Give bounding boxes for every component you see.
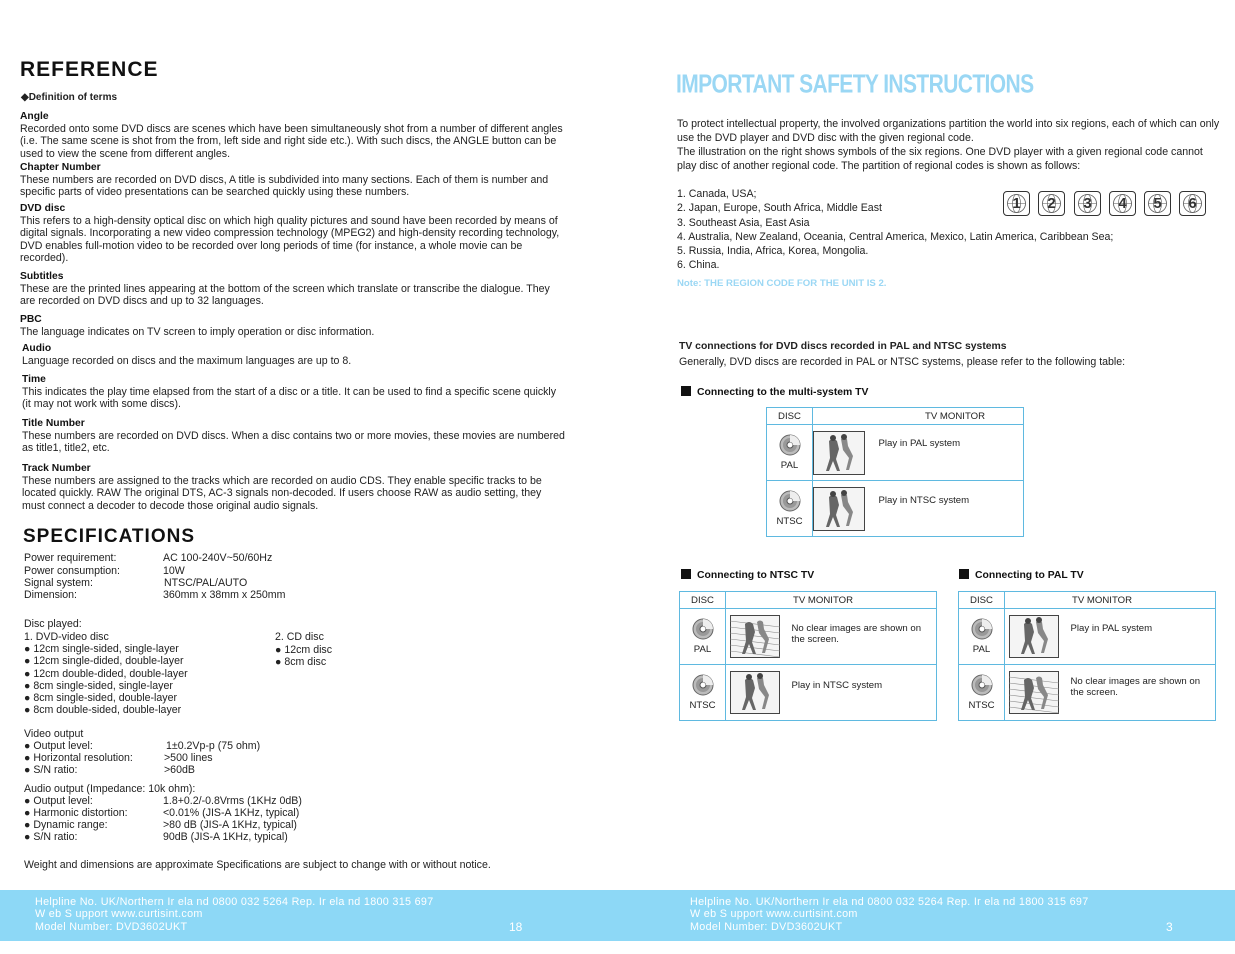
term-text: This refers to a high-density optical disc on which high quality pictures and sound have been recorded by means of digital signals. Incorporating a new video compression technology (MPEG2) and high-density recording technology, DVD enables full-motion video to be recorded over long periods of time (for instance, a whole movie can be recorded). [20, 215, 560, 264]
disc-cell [680, 665, 726, 721]
multi-system-heading: Connecting to the multi-system TV [681, 386, 868, 398]
term-time [22, 374, 567, 411]
col-disc-header: DISC [959, 592, 1005, 609]
bullet-square-icon [681, 386, 691, 396]
ntsc-tv-heading: Connecting to NTSC TV [681, 569, 814, 581]
term-text: These numbers are recorded on DVD discs, A title is subdivided into many sections. Each of them is number and specific parts of video presentations can be searched quickly using these numbers. [20, 174, 549, 199]
term-name: PBC [20, 314, 42, 325]
disc-cell [959, 609, 1005, 665]
region-intro-2: The illustration on the right shows symbols of the six regions. One DVD player with a given regional code cannot play disc of another regional code. The partition of regional codes is shown as follows: [677, 146, 1203, 172]
ntsc-tv-table [679, 591, 937, 721]
term-text: These are the printed lines appearing at the bottom of the screen which translate or transcribe the dialogue. They are recorded on DVD discs and up to 32 languages. [20, 283, 550, 308]
region-2-icon: 2 [1038, 191, 1065, 216]
term-angle [20, 111, 565, 160]
term-name: DVD disc [20, 203, 66, 214]
term-pbc [20, 314, 565, 338]
disc-played-heading: Disc played: [24, 618, 82, 630]
disc-icon [779, 490, 801, 512]
bullet-square-icon [681, 569, 691, 579]
term-subtitles [20, 271, 565, 308]
region-intro-1: To protect intellectual property, the involved organizations partition the world into six regions, each of which can only use the DVD player and DVD disc with the given regional code. [677, 118, 1220, 144]
tv-image-cell [1005, 665, 1063, 721]
disc-label: PAL [693, 644, 712, 655]
disc-cell [680, 609, 726, 665]
video-label: ● Output level: [24, 740, 93, 752]
tv-image-cell [726, 609, 784, 665]
term-text: Recorded onto some DVD discs are scenes which have been simultaneously shot from a number of different angles (i.e. The same scene is shot from the from, left side and right side etc.). With such discs, the ANGLE button can be used to view the scene from different angles. [20, 123, 563, 160]
disc-icon [692, 618, 714, 640]
disclaimer: Weight and dimensions are approximate Specifications are subject to change with or without notice. [24, 859, 491, 871]
result-cell: Play in NTSC system [867, 481, 1024, 537]
disc-icon [779, 434, 801, 456]
video-value: >500 lines [164, 752, 213, 764]
term-text: The language indicates on TV screen to imply operation or disc information. [20, 326, 375, 338]
definition-heading: ◆Definition of terms [21, 92, 118, 103]
col-disc-header: DISC [680, 592, 726, 609]
disc-cell [767, 425, 813, 481]
term-title-number [22, 418, 567, 455]
dancers-picture-icon [813, 431, 865, 475]
region-4-icon: 4 [1109, 191, 1136, 216]
term-text: Language recorded on discs and the maximum languages are up to 8. [22, 355, 352, 367]
region-item: 2. Japan, Europe, South Africa, Middle East [677, 202, 882, 215]
region-item: 4. Australia, New Zealand, Oceania, Central America, Mexico, Latin America, Caribbean Sea; [677, 230, 1114, 243]
disc-label: NTSC [968, 700, 995, 711]
footer-support: W eb S upport www.curtisint.com [690, 908, 858, 920]
term-name: Subtitles [20, 271, 64, 282]
term-dvd-disc [20, 203, 565, 264]
region-item: 6. China. [677, 259, 720, 272]
term-text: These numbers are recorded on DVD discs. When a disc contains two or more movies, these movies are numbered as title1, title2, etc. [22, 430, 565, 455]
tv-image-cell [726, 665, 784, 721]
audio-label: ● Output level: [24, 795, 93, 807]
col-tv-header: TV MONITOR [1005, 592, 1216, 609]
footer-model: Model Number: DVD3602UKT [690, 921, 843, 933]
dvd-item: ● 12cm double-dided, double-layer [24, 668, 188, 680]
safety-title: IMPORTANT SAFETY INSTRUCTIONS [676, 70, 1034, 99]
cd-item: ● 8cm disc [275, 656, 327, 668]
spec-value: AC 100-240V~50/60Hz [163, 552, 273, 564]
col-tv-header: TV MONITOR [813, 408, 1024, 425]
tv-image-cell [1005, 609, 1063, 665]
region-item: 1. Canada, USA; [677, 188, 757, 200]
tv-image-cell [813, 481, 867, 537]
footer-helpline: Helpline No. UK/Northern Ir ela nd 0800 032 5264 Rep. Ir ela nd 1800 315 697 [690, 896, 1089, 908]
disc-cell [959, 665, 1005, 721]
distorted-picture-icon [1009, 671, 1059, 714]
cd-heading: 2. CD disc [275, 631, 324, 643]
specifications-title: SPECIFICATIONS [23, 526, 195, 547]
video-label: ● Horizontal resolution: [24, 752, 133, 764]
cd-item: ● 12cm disc [275, 644, 333, 656]
audio-value: <0.01% (JIS-A 1KHz, typical) [163, 807, 300, 819]
multi-system-table [766, 407, 1024, 537]
dvd-item: ● 12cm single-dided, double-layer [24, 655, 184, 667]
region-note: Note: THE REGION CODE FOR THE UNIT IS 2. [677, 278, 887, 289]
audio-label: ● S/N ratio: [24, 831, 78, 843]
region-1-icon: 1 [1003, 191, 1030, 216]
audio-value: >80 dB (JIS-A 1KHz, typical) [163, 819, 297, 831]
disc-cell [767, 481, 813, 537]
pal-tv-heading: Connecting to PAL TV [959, 569, 1084, 581]
page-number: 3 [1166, 920, 1173, 934]
region-item: 3. Southeast Asia, East Asia [677, 216, 810, 229]
video-value: 1±0.2Vp-p (75 ohm) [166, 740, 261, 752]
audio-value: 1.8+0.2/-0.8Vrms (1KHz 0dB) [163, 795, 302, 807]
tv-connections-intro: Generally, DVD discs are recorded in PAL or NTSC systems, please refer to the following table: [679, 356, 1126, 368]
disc-icon [692, 674, 714, 696]
term-name: Time [22, 374, 46, 385]
result-cell: Play in PAL system [867, 425, 1024, 481]
page-number: 18 [509, 920, 523, 934]
audio-output-heading: Audio output (Impedance: 10k ohm): [24, 783, 196, 795]
footer-model: Model Number: DVD3602UKT [35, 921, 188, 933]
term-chapter [20, 162, 565, 199]
reference-title: REFERENCE [20, 58, 159, 81]
dancers-picture-icon [1009, 615, 1059, 658]
term-track-number [22, 463, 557, 512]
dvd-item: ● 8cm single-sided, double-layer [24, 692, 178, 704]
term-name: Title Number [22, 418, 85, 429]
region-6-icon: 6 [1179, 191, 1206, 216]
distorted-picture-icon [730, 615, 780, 658]
pal-tv-table [958, 591, 1216, 721]
region-item: 5. Russia, India, Africa, Korea, Mongolia. [677, 245, 869, 258]
video-label: ● S/N ratio: [24, 764, 78, 776]
dvd-item: ● 8cm single-sided, single-layer [24, 680, 173, 692]
disc-icon [971, 674, 993, 696]
dancers-picture-icon [813, 487, 865, 531]
disc-icon [971, 618, 993, 640]
result-cell: No clear images are shown on the screen. [1063, 665, 1216, 721]
term-text: This indicates the play time elapsed from the start of a disc or a title. It can be used to find a specific scene quickly (it may not work with some discs). [22, 386, 557, 411]
footer-helpline: Helpline No. UK/Northern Ir ela nd 0800 032 5264 Rep. Ir ela nd 1800 315 697 [35, 896, 434, 908]
tv-connections-heading: TV connections for DVD discs recorded in PAL and NTSC systems [679, 341, 1007, 352]
dvd-item: ● 8cm double-sided, double-layer [24, 704, 182, 716]
audio-label: ● Harmonic distortion: [24, 807, 128, 819]
audio-label: ● Dynamic range: [24, 819, 108, 831]
term-name: Audio [22, 343, 52, 354]
spec-label: Dimension: [24, 589, 77, 601]
footer-bar [0, 890, 1235, 941]
video-output-heading: Video output [24, 728, 84, 740]
result-cell: Play in PAL system [1063, 609, 1216, 665]
spec-label: Power consumption: [24, 565, 120, 577]
col-tv-header: TV MONITOR [726, 592, 937, 609]
term-audio [22, 343, 567, 367]
footer-support: W eb S upport www.curtisint.com [35, 908, 203, 920]
disc-label: PAL [972, 644, 991, 655]
spec-value: 10W [163, 565, 185, 577]
spec-value: NTSC/PAL/AUTO [164, 577, 248, 589]
region-5-icon: 5 [1144, 191, 1171, 216]
spec-value: 360mm x 38mm x 250mm [163, 589, 286, 601]
spec-label: Power requirement: [24, 552, 117, 564]
bullet-square-icon [959, 569, 969, 579]
spec-label: Signal system: [24, 577, 93, 589]
audio-value: 90dB (JIS-A 1KHz, typical) [163, 831, 288, 843]
col-disc-header: DISC [767, 408, 813, 425]
tv-image-cell [813, 425, 867, 481]
term-name: Chapter Number [20, 162, 101, 173]
dvd-item: ● 12cm single-sided, single-layer [24, 643, 179, 655]
dvd-heading: 1. DVD-video disc [24, 631, 109, 643]
region-3-icon: 3 [1074, 191, 1101, 216]
video-value: >60dB [164, 764, 195, 776]
term-name: Track Number [22, 463, 91, 474]
term-text: These numbers are assigned to the tracks which are recorded on audio CDS. They enable specific tracks to be located quickly. RAW The original DTS, AC-3 signals non-decoded. If users choose RAW as audio setting, they must connect a decoder to decode those original audio signals. [22, 475, 542, 512]
result-cell: Play in NTSC system [784, 665, 937, 721]
disc-label: NTSC [776, 516, 803, 527]
result-cell: No clear images are shown on the screen. [784, 609, 937, 665]
term-name: Angle [20, 111, 49, 122]
dancers-picture-icon [730, 671, 780, 714]
disc-label: PAL [780, 460, 799, 471]
disc-label: NTSC [689, 700, 716, 711]
